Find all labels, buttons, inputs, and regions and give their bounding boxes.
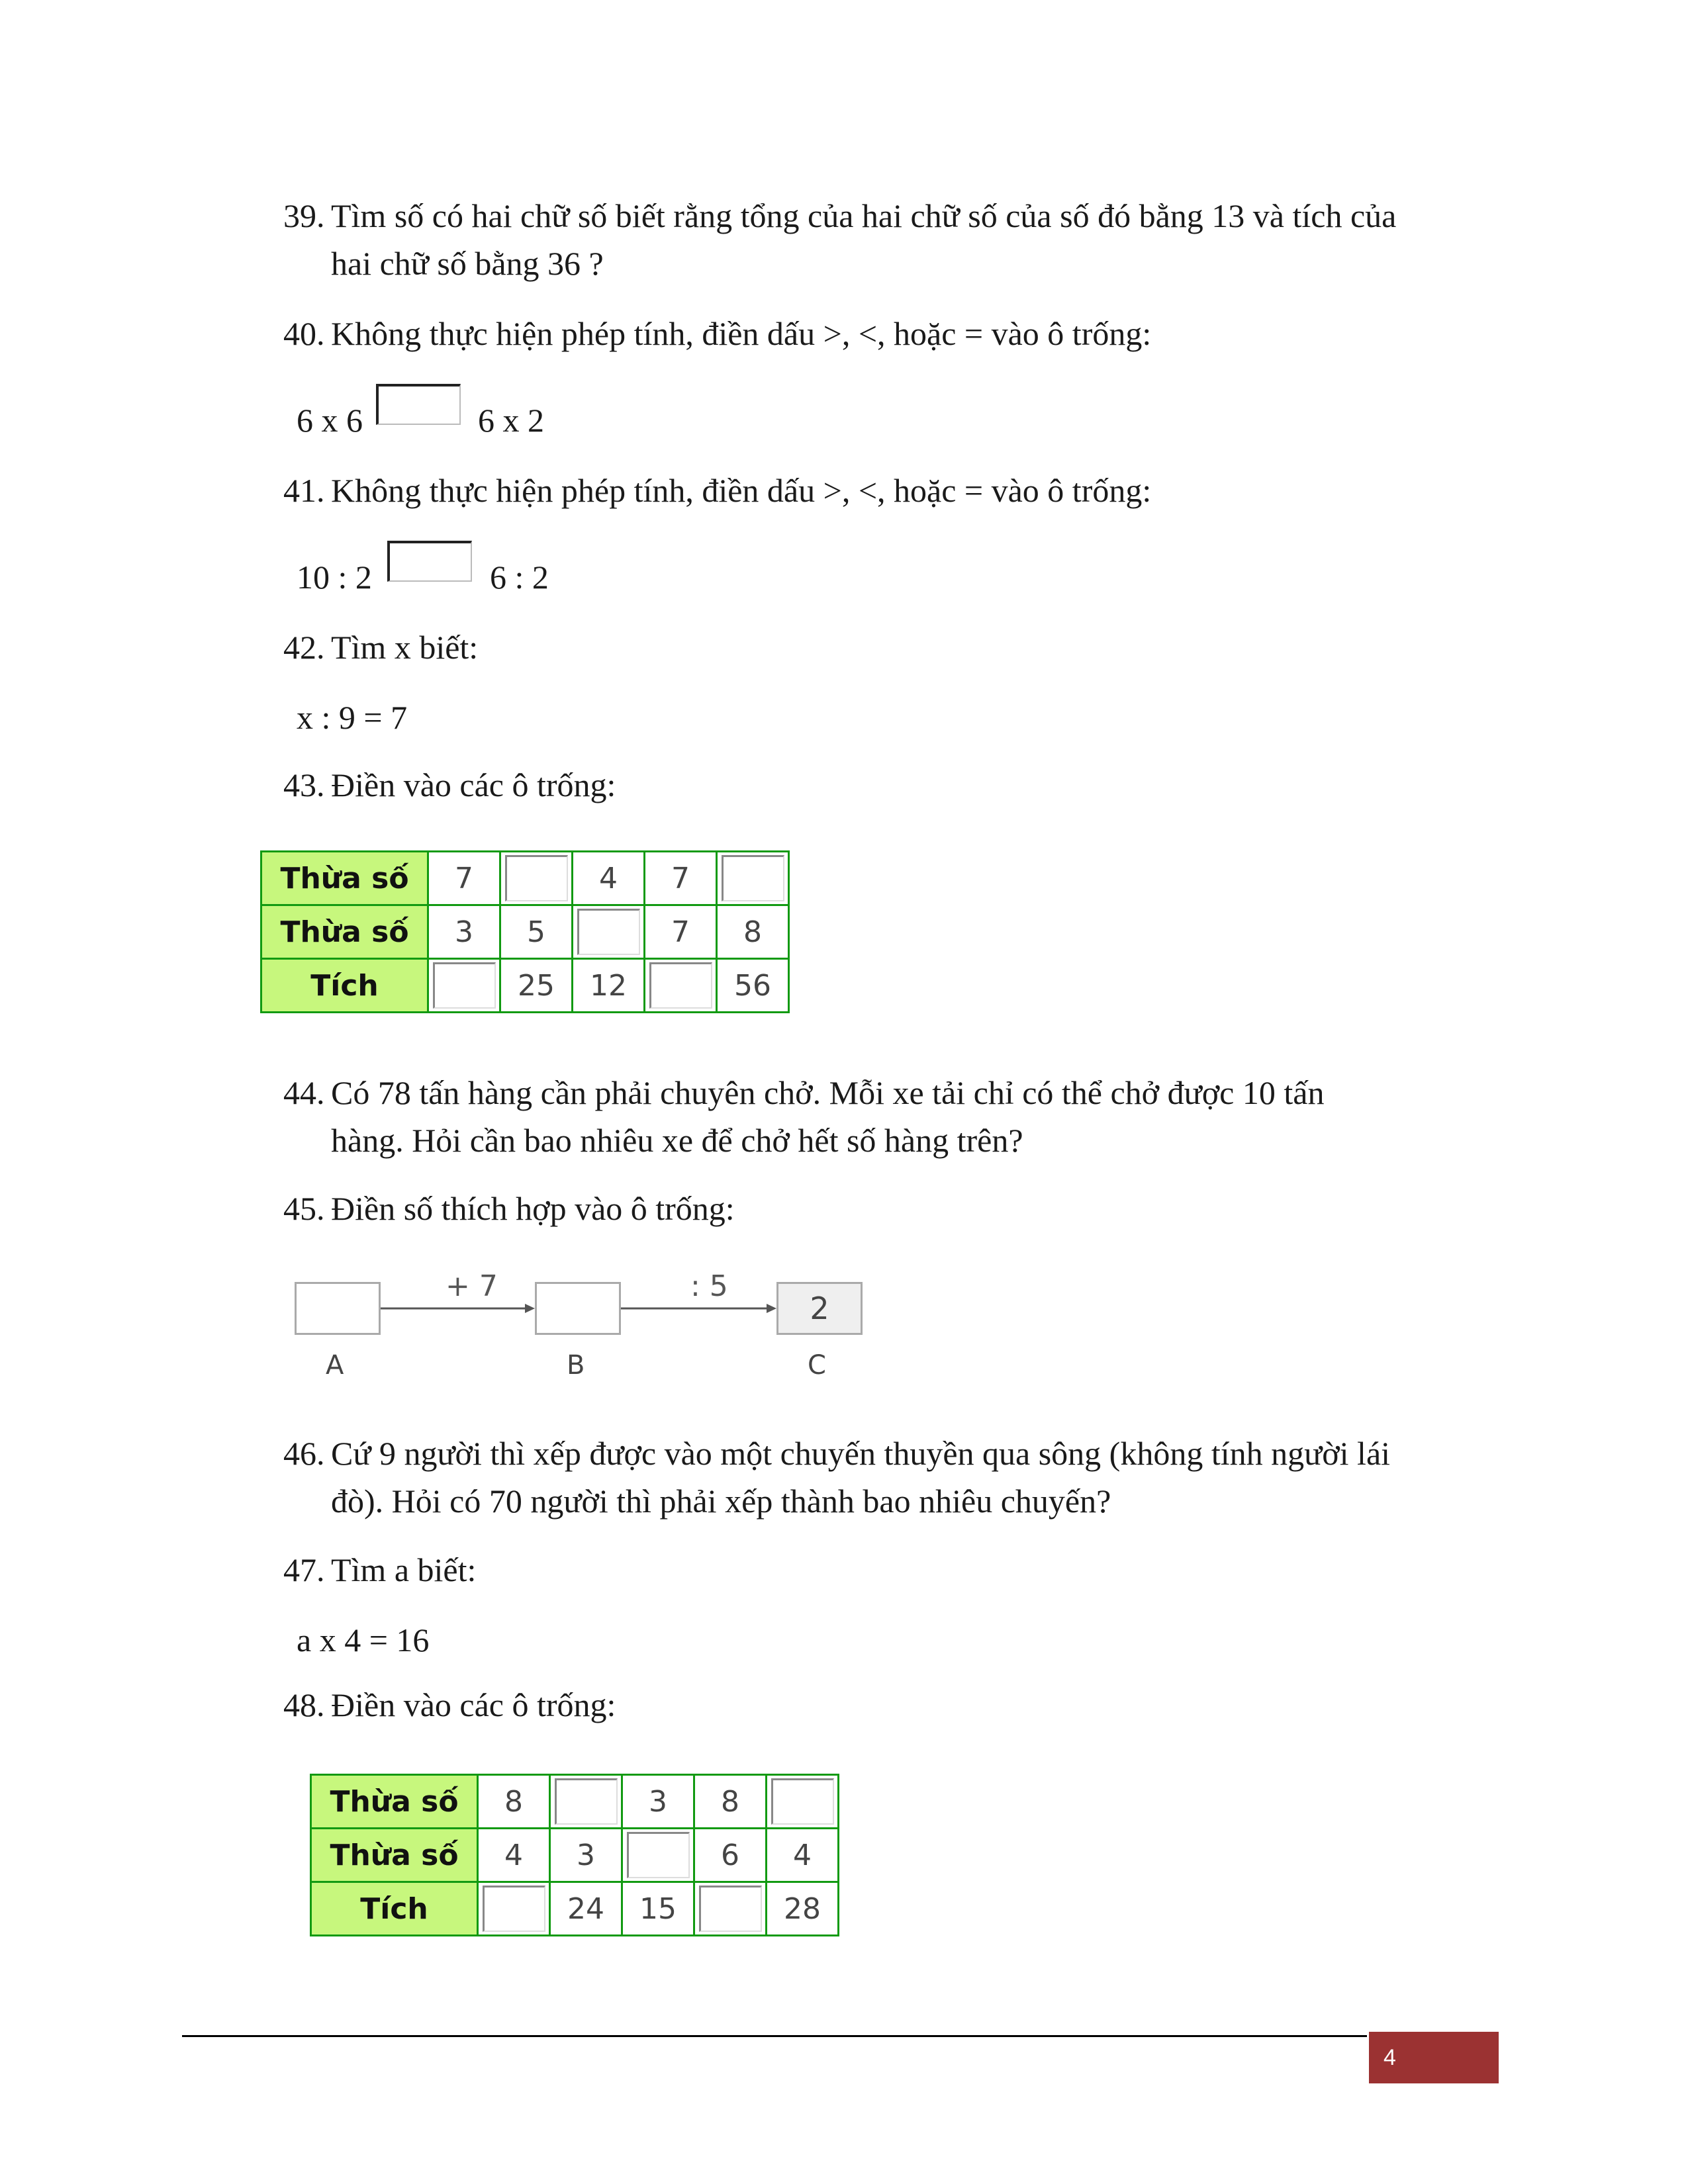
flow-op-2: : 5 bbox=[690, 1269, 728, 1303]
blank-input-box[interactable] bbox=[627, 1832, 690, 1878]
value-cell: 7 bbox=[645, 905, 717, 959]
q47-equation: a x 4 = 16 bbox=[297, 1621, 430, 1659]
blank-input-box[interactable] bbox=[555, 1778, 618, 1825]
blank-input-box[interactable] bbox=[577, 909, 640, 955]
row-label: Tích bbox=[261, 959, 428, 1013]
q41-right-expression: 6 : 2 bbox=[490, 559, 549, 596]
row-label: Thừa số bbox=[311, 1829, 478, 1882]
row-label: Thừa số bbox=[261, 852, 428, 905]
question-47: 47. Tìm a biết: bbox=[283, 1551, 477, 1588]
row-label: Thừa số bbox=[261, 905, 428, 959]
value-cell: 7 bbox=[645, 852, 717, 905]
blank-input-box[interactable] bbox=[483, 1886, 545, 1932]
table-row bbox=[311, 1829, 839, 1882]
value-cell: 3 bbox=[550, 1829, 622, 1882]
value-cell: 24 bbox=[550, 1882, 622, 1936]
row-label: Tích bbox=[311, 1882, 478, 1936]
table-row bbox=[261, 905, 789, 959]
value-cell: 3 bbox=[622, 1775, 694, 1829]
table-row bbox=[311, 1775, 839, 1829]
table-row bbox=[261, 852, 789, 905]
q40-answer-box[interactable] bbox=[376, 384, 461, 425]
value-cell: 8 bbox=[694, 1775, 767, 1829]
blank-cell[interactable] bbox=[550, 1775, 622, 1829]
question-42: 42. Tìm x biết: bbox=[283, 629, 479, 666]
value-cell: 4 bbox=[573, 852, 645, 905]
blank-cell[interactable] bbox=[645, 959, 717, 1013]
value-cell: 4 bbox=[478, 1829, 550, 1882]
blank-input-box[interactable] bbox=[505, 855, 568, 901]
footer-rule bbox=[182, 2035, 1367, 2037]
blank-cell[interactable] bbox=[573, 905, 645, 959]
blank-cell[interactable] bbox=[767, 1775, 839, 1829]
row-label: Thừa số bbox=[311, 1775, 478, 1829]
question-45: 45. Điền số thích hợp vào ô trống: bbox=[283, 1190, 735, 1227]
blank-input-box[interactable] bbox=[433, 962, 496, 1009]
arrow-head-2 bbox=[767, 1304, 776, 1313]
page-number: 4 bbox=[1369, 2032, 1499, 2083]
q41-answer-box[interactable] bbox=[387, 541, 472, 582]
flow-label-a: A bbox=[326, 1350, 344, 1381]
blank-cell[interactable] bbox=[622, 1829, 694, 1882]
question-48: 48. Điền vào các ô trống: bbox=[283, 1686, 616, 1723]
value-cell: 8 bbox=[478, 1775, 550, 1829]
q40-right-expression: 6 x 2 bbox=[478, 402, 544, 439]
question-46: 46. Cứ 9 người thì xếp được vào một chuyến thuyền qua sông (không tính người lái đò). Hỏi có 70 người thì phải xếp thành bao nhiêu chuyến? bbox=[283, 1435, 1391, 1520]
q48-table bbox=[310, 1774, 839, 1936]
value-cell: 5 bbox=[500, 905, 573, 959]
value-cell: 6 bbox=[694, 1829, 767, 1882]
blank-cell[interactable] bbox=[694, 1882, 767, 1936]
value-cell: 56 bbox=[717, 959, 789, 1013]
q40-left-expression: 6 x 6 bbox=[297, 402, 363, 439]
flow-label-c: C bbox=[808, 1350, 826, 1381]
question-44: 44. Có 78 tấn hàng cần phải chuyên chở. Mỗi xe tải chỉ có thể chở được 10 tấn hàng. Hỏi cần bao nhiêu xe để chở hết số hàng trên? bbox=[283, 1074, 1325, 1159]
flow-op-1: + 7 bbox=[445, 1269, 498, 1303]
blank-input-box[interactable] bbox=[771, 1778, 834, 1825]
value-cell: 3 bbox=[428, 905, 500, 959]
value-cell: 4 bbox=[767, 1829, 839, 1882]
q43-table bbox=[260, 850, 790, 1013]
table-row bbox=[261, 959, 789, 1013]
value-cell: 28 bbox=[767, 1882, 839, 1936]
value-cell: 8 bbox=[717, 905, 789, 959]
blank-input-box[interactable] bbox=[649, 962, 712, 1009]
value-cell: 15 bbox=[622, 1882, 694, 1936]
question-41: 41. Không thực hiện phép tính, điền dấu >, <, hoặc = vào ô trống: bbox=[283, 472, 1152, 509]
table-row bbox=[311, 1882, 839, 1936]
blank-cell[interactable] bbox=[428, 959, 500, 1013]
blank-cell[interactable] bbox=[500, 852, 573, 905]
flow-label-b: B bbox=[567, 1350, 585, 1381]
value-cell: 25 bbox=[500, 959, 573, 1013]
arrow-head-1 bbox=[525, 1304, 535, 1313]
question-39: 39. Tìm số có hai chữ số biết rằng tổng của hai chữ số của số đó bằng 13 và tích của hai chữ số bằng 36 ? bbox=[283, 197, 1397, 282]
flow-box-a[interactable] bbox=[295, 1282, 381, 1335]
question-43: 43. Điền vào các ô trống: bbox=[283, 766, 616, 803]
flow-box-c: 2 bbox=[776, 1282, 863, 1335]
blank-cell[interactable] bbox=[717, 852, 789, 905]
blank-input-box[interactable] bbox=[722, 855, 784, 901]
blank-cell[interactable] bbox=[478, 1882, 550, 1936]
q41-left-expression: 10 : 2 bbox=[297, 559, 372, 596]
question-40: 40. Không thực hiện phép tính, điền dấu >, <, hoặc = vào ô trống: bbox=[283, 315, 1152, 352]
blank-input-box[interactable] bbox=[699, 1886, 762, 1932]
q42-equation: x : 9 = 7 bbox=[297, 699, 408, 736]
value-cell: 12 bbox=[573, 959, 645, 1013]
value-cell: 7 bbox=[428, 852, 500, 905]
